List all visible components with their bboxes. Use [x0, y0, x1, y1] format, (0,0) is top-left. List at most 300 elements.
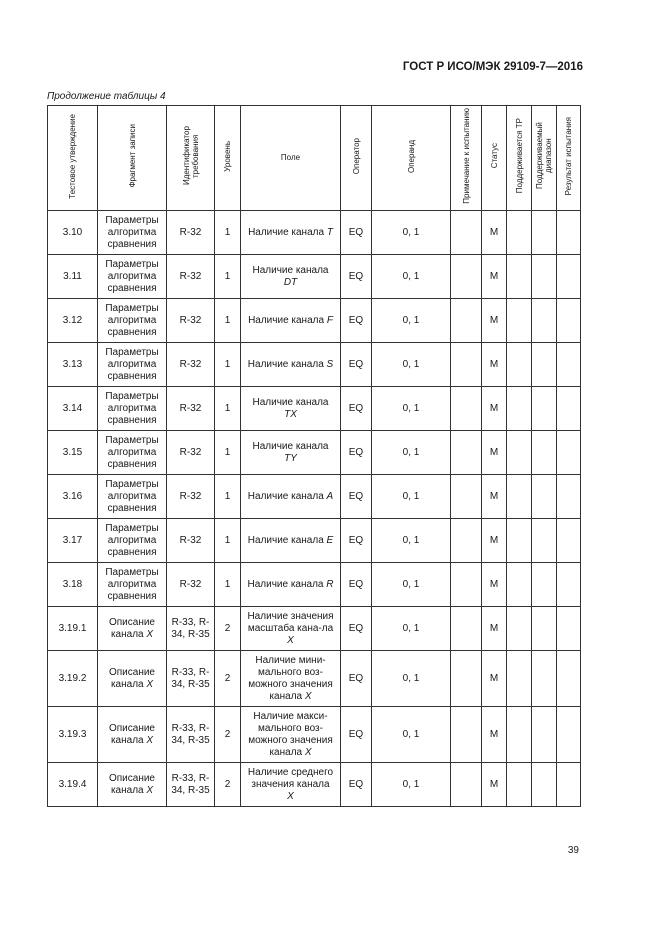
table-cell: [241, 519, 341, 563]
table-cell: [372, 707, 451, 763]
cell-text: 0, 1: [402, 534, 420, 546]
cell-text: Наличие значения масштаба кана-ла: [247, 610, 334, 634]
table-cell: [532, 211, 557, 255]
cell-text: EQ: [348, 358, 364, 370]
cell-text: R-32: [179, 314, 202, 326]
table-cell: [167, 431, 215, 475]
cell-text: Параметры алгоритма сравнения: [105, 566, 159, 602]
table-row: [48, 343, 581, 387]
cell-text: EQ: [348, 728, 364, 740]
table-cell: [557, 343, 581, 387]
table-cell: [341, 387, 372, 431]
table-cell: [241, 211, 341, 255]
table-cell: [341, 763, 372, 807]
table-cell: [98, 607, 167, 651]
cell-text: 3.11: [63, 270, 82, 282]
column-header-label: Примечание к испытанию: [461, 108, 471, 204]
table-cell: [341, 255, 372, 299]
cell-italic-variable: X: [146, 678, 154, 690]
cell-text: 0, 1: [402, 672, 420, 684]
table-cell: [507, 431, 532, 475]
column-header-label: Тестовое утверждение: [68, 113, 77, 199]
cell-text: EQ: [348, 314, 364, 326]
cell-text: 0, 1: [402, 778, 420, 790]
cell-text: Наличие мини-мального воз-можного значения канала: [248, 654, 333, 702]
table-cell: [451, 299, 482, 343]
table-cell: [372, 343, 451, 387]
cell-text: 1: [224, 314, 231, 326]
column-header: [215, 106, 241, 211]
table-cell: [98, 431, 167, 475]
table-cell: [532, 431, 557, 475]
table-cell: [451, 563, 482, 607]
cell-text: 3.10: [62, 226, 83, 238]
table-cell: [557, 475, 581, 519]
table-cell: [507, 343, 532, 387]
cell-text: Параметры алгоритма сравнения: [105, 390, 159, 426]
table-cell: [507, 299, 532, 343]
cell-text: EQ: [348, 672, 364, 684]
table-cell: [507, 763, 532, 807]
column-header: [48, 106, 98, 211]
table-cell: [241, 707, 341, 763]
cell-text: M: [489, 358, 499, 370]
cell-text: EQ: [348, 534, 364, 546]
column-header-label: Поле: [280, 153, 301, 162]
cell-text: Описание канала: [108, 772, 155, 796]
column-header-label: Уровень: [223, 140, 232, 172]
table-cell: [557, 651, 581, 707]
table-cell: [507, 563, 532, 607]
table-cell: [167, 387, 215, 431]
cell-text: 1: [224, 270, 231, 282]
cell-text: Наличие канала: [252, 440, 329, 452]
table-cell: [482, 255, 507, 299]
cell-italic-variable: TX: [284, 408, 297, 420]
table-row: [48, 651, 581, 707]
table-cell: [482, 763, 507, 807]
table-cell: [532, 343, 557, 387]
table-cell: [167, 651, 215, 707]
table-cell: [215, 211, 241, 255]
table-cell: [482, 651, 507, 707]
table-row: [48, 763, 581, 807]
table-cell: [48, 763, 98, 807]
table-cell: [507, 607, 532, 651]
table-cell: [48, 707, 98, 763]
cell-text: 1: [224, 534, 231, 546]
table-cell: [341, 607, 372, 651]
table-cell: [532, 707, 557, 763]
cell-text: M: [489, 534, 499, 546]
table-cell: [215, 563, 241, 607]
table-cell: [215, 763, 241, 807]
table-cell: [98, 475, 167, 519]
cell-text: 3.19.3: [58, 728, 87, 740]
table-cell: [48, 563, 98, 607]
table-cell: [482, 607, 507, 651]
table-cell: [557, 431, 581, 475]
cell-text: EQ: [348, 402, 364, 414]
cell-text: EQ: [348, 778, 364, 790]
cell-text: M: [489, 490, 499, 502]
table-cell: [215, 607, 241, 651]
cell-italic-variable: X: [287, 790, 294, 802]
cell-text: 3.14: [62, 402, 83, 414]
table-cell: [215, 651, 241, 707]
table-cell: [241, 607, 341, 651]
cell-text: EQ: [348, 226, 364, 238]
table-cell: [241, 299, 341, 343]
cell-text: Наличие канала: [247, 490, 327, 502]
table-cell: [167, 763, 215, 807]
table-cell: [48, 651, 98, 707]
cell-text: 3.15: [62, 446, 83, 458]
column-header-label: Поддерживаемый диапазон: [535, 122, 553, 190]
table-row: [48, 299, 581, 343]
cell-text: Параметры алгоритма сравнения: [105, 522, 159, 558]
cell-italic-variable: X: [304, 746, 312, 758]
cell-text: 0, 1: [402, 402, 420, 414]
cell-text: M: [489, 270, 499, 282]
table-cell: [507, 519, 532, 563]
cell-text: Описание канала: [108, 722, 155, 746]
cell-text: Описание канала: [108, 616, 155, 640]
table-cell: [451, 343, 482, 387]
table-cell: [532, 763, 557, 807]
document-standard-number: ГОСТ Р ИСО/МЭК 29109-7—2016: [402, 61, 583, 73]
table-cell: [532, 299, 557, 343]
table-header-row: [48, 106, 581, 211]
table-cell: [48, 607, 98, 651]
cell-text: 3.19.4: [58, 778, 87, 790]
table-row: [48, 255, 581, 299]
cell-italic-variable: A: [326, 490, 334, 502]
cell-italic-variable: X: [146, 734, 154, 746]
cell-text: 0, 1: [402, 728, 420, 740]
cell-italic-variable: X: [146, 784, 154, 796]
table-cell: [482, 211, 507, 255]
table-cell: [451, 763, 482, 807]
table-row: [48, 519, 581, 563]
cell-text: M: [489, 226, 499, 238]
column-header-label: Поддерживается ТР: [514, 118, 524, 194]
table-cell: [341, 431, 372, 475]
cell-text: 0, 1: [402, 314, 420, 326]
column-header: [557, 106, 581, 211]
cell-text: 3.17: [62, 534, 83, 546]
cell-text: M: [489, 402, 499, 414]
table-cell: [48, 343, 98, 387]
table-cell: [482, 299, 507, 343]
table-cell: [341, 519, 372, 563]
table-cell: [48, 387, 98, 431]
table-cell: [482, 707, 507, 763]
cell-text: R-32: [179, 446, 202, 458]
table-cell: [98, 387, 167, 431]
table-cell: [98, 299, 167, 343]
cell-text: Наличие канала: [247, 578, 327, 590]
cell-text: R-32: [179, 534, 202, 546]
cell-italic-variable: X: [146, 628, 154, 640]
cell-text: Параметры алгоритма сравнения: [105, 258, 159, 294]
table-cell: [215, 255, 241, 299]
table-cell: [167, 255, 215, 299]
table-cell: [48, 431, 98, 475]
table-row: [48, 707, 581, 763]
table-cell: [215, 387, 241, 431]
cell-text: M: [489, 622, 499, 634]
table-cell: [341, 651, 372, 707]
table-row: [48, 607, 581, 651]
cell-text: R-32: [179, 270, 202, 282]
cell-text: 2: [224, 778, 231, 790]
table-cell: [451, 387, 482, 431]
cell-text: R-32: [179, 402, 202, 414]
cell-text: M: [489, 672, 499, 684]
table-cell: [557, 255, 581, 299]
cell-text: 3.13: [62, 358, 83, 370]
cell-italic-variable: S: [326, 358, 334, 370]
cell-text: 2: [224, 622, 231, 634]
cell-text: Параметры алгоритма сравнения: [105, 478, 159, 514]
cell-text: EQ: [348, 490, 364, 502]
cell-text: Наличие канала: [248, 226, 327, 238]
table-cell: [507, 707, 532, 763]
cell-text: 2: [224, 728, 231, 740]
cell-text: Параметры алгоритма сравнения: [105, 346, 159, 382]
table-cell: [241, 387, 341, 431]
cell-text: Наличие канала: [247, 358, 327, 370]
cell-text: 3.19.2: [58, 672, 87, 684]
table-cell: [557, 299, 581, 343]
page-number: 39: [567, 845, 579, 856]
table-cell: [48, 211, 98, 255]
cell-text: EQ: [348, 578, 364, 590]
table-cell: [482, 475, 507, 519]
cell-text: Наличие канала: [252, 396, 329, 408]
cell-text: 1: [224, 358, 231, 370]
cell-text: 0, 1: [402, 490, 420, 502]
cell-text: M: [489, 728, 499, 740]
table-cell: [167, 707, 215, 763]
table-cell: [98, 763, 167, 807]
column-header: [98, 106, 167, 211]
table-cell: [167, 563, 215, 607]
table-cell: [372, 387, 451, 431]
table-cell: [482, 563, 507, 607]
table-cell: [98, 343, 167, 387]
cell-text: Наличие канала: [248, 314, 327, 326]
cell-text: 2: [224, 672, 231, 684]
column-header: [372, 106, 451, 211]
table-row: [48, 563, 581, 607]
table-cell: [241, 651, 341, 707]
table-cell: [167, 343, 215, 387]
cell-text: Параметры алгоритма сравнения: [105, 302, 159, 338]
cell-text: M: [489, 446, 499, 458]
table-cell: [372, 431, 451, 475]
cell-text: 0, 1: [402, 358, 420, 370]
cell-text: 0, 1: [402, 578, 420, 590]
cell-text: R-32: [179, 358, 202, 370]
cell-text: M: [489, 578, 499, 590]
table-cell: [451, 255, 482, 299]
cell-text: EQ: [348, 622, 364, 634]
table-cell: [167, 475, 215, 519]
table-cell: [167, 519, 215, 563]
table-cell: [48, 519, 98, 563]
table-cell: [372, 763, 451, 807]
cell-text: 3.18: [62, 578, 83, 590]
column-header-label: Фрагмент записи: [127, 124, 137, 188]
cell-text: 1: [224, 578, 231, 590]
cell-italic-variable: X: [304, 690, 312, 702]
cell-text: EQ: [348, 270, 364, 282]
table-cell: [557, 387, 581, 431]
table-cell: [507, 475, 532, 519]
table-cell: [557, 707, 581, 763]
table-row: [48, 211, 581, 255]
cell-italic-variable: E: [326, 534, 334, 546]
column-header-label: Результат испытания: [564, 116, 573, 196]
column-header-label: Операнд: [406, 139, 416, 173]
column-header: [532, 106, 557, 211]
column-header-label: Статус: [489, 143, 499, 169]
cell-italic-variable: DT: [283, 276, 298, 288]
table-cell: [507, 211, 532, 255]
column-header: [482, 106, 507, 211]
table-cell: [48, 299, 98, 343]
requirements-table: [47, 105, 581, 807]
table-cell: [451, 519, 482, 563]
cell-italic-variable: X: [287, 634, 294, 646]
table-cell: [482, 519, 507, 563]
table-cell: [215, 343, 241, 387]
table-cell: [532, 387, 557, 431]
table-cell: [532, 651, 557, 707]
table-cell: [372, 299, 451, 343]
table-cell: [507, 651, 532, 707]
table-cell: [372, 255, 451, 299]
table-cell: [341, 211, 372, 255]
table-cell: [451, 211, 482, 255]
table-cell: [98, 211, 167, 255]
cell-italic-variable: F: [326, 314, 333, 326]
table-cell: [341, 299, 372, 343]
table-cell: [241, 475, 341, 519]
table-cell: [532, 563, 557, 607]
table-cell: [341, 563, 372, 607]
table-cell: [48, 475, 98, 519]
cell-text: Наличие среднего значения канала: [247, 766, 334, 790]
table-cell: [451, 431, 482, 475]
table-cell: [532, 475, 557, 519]
table-cell: [557, 211, 581, 255]
table-cell: [167, 607, 215, 651]
cell-text: 1: [224, 446, 231, 458]
cell-text: 0, 1: [402, 446, 420, 458]
cell-text: R-32: [179, 578, 202, 590]
table-row: [48, 475, 581, 519]
table-cell: [98, 563, 167, 607]
cell-text: R-33, R-34, R-35: [171, 722, 210, 746]
cell-text: R-32: [179, 226, 202, 238]
table-cell: [167, 299, 215, 343]
cell-text: 0, 1: [402, 270, 420, 282]
table-cell: [215, 431, 241, 475]
cell-text: 3.16: [62, 490, 83, 502]
column-header: [241, 106, 341, 211]
table-cell: [507, 387, 532, 431]
table-cell: [372, 651, 451, 707]
column-header: [507, 106, 532, 211]
table-cell: [98, 707, 167, 763]
cell-text: R-32: [179, 490, 202, 502]
column-header-label: Оператор: [351, 137, 361, 175]
table-cell: [372, 211, 451, 255]
cell-text: M: [489, 778, 499, 790]
cell-italic-variable: TY: [284, 452, 297, 464]
table-cell: [557, 763, 581, 807]
cell-text: R-33, R-34, R-35: [171, 772, 210, 796]
table-cell: [451, 475, 482, 519]
table-cell: [241, 763, 341, 807]
cell-text: R-33, R-34, R-35: [171, 666, 210, 690]
table-cell: [215, 519, 241, 563]
table-cell: [532, 255, 557, 299]
cell-italic-variable: T: [326, 226, 333, 238]
table-cell: [482, 387, 507, 431]
table-cell: [482, 343, 507, 387]
table-cell: [215, 475, 241, 519]
table-row: [48, 387, 581, 431]
table-cell: [372, 519, 451, 563]
cell-text: 0, 1: [402, 622, 420, 634]
cell-text: 1: [224, 402, 231, 414]
table-cell: [241, 431, 341, 475]
cell-text: R-33, R-34, R-35: [171, 616, 210, 640]
cell-text: Наличие макси-мального воз-можного значения канала: [248, 710, 333, 758]
column-header: [341, 106, 372, 211]
cell-text: 0, 1: [402, 226, 420, 238]
table-cell: [451, 607, 482, 651]
table-cell: [98, 651, 167, 707]
table-cell: [241, 563, 341, 607]
table-cell: [372, 475, 451, 519]
cell-text: 3.19.1: [58, 622, 87, 634]
table-caption: Продолжение таблицы 4: [47, 91, 166, 102]
table-cell: [507, 255, 532, 299]
column-header: [451, 106, 482, 211]
table-cell: [341, 343, 372, 387]
cell-text: 3.12: [62, 314, 83, 326]
column-header: [167, 106, 215, 211]
table-cell: [215, 707, 241, 763]
cell-text: 1: [224, 490, 231, 502]
cell-text: EQ: [348, 446, 364, 458]
table-cell: [167, 211, 215, 255]
table-cell: [98, 519, 167, 563]
table-cell: [557, 519, 581, 563]
cell-text: Параметры алгоритма сравнения: [105, 214, 159, 250]
table-cell: [341, 475, 372, 519]
table-cell: [557, 607, 581, 651]
cell-text: M: [489, 314, 499, 326]
table-cell: [241, 255, 341, 299]
table-cell: [341, 707, 372, 763]
table-cell: [451, 651, 482, 707]
